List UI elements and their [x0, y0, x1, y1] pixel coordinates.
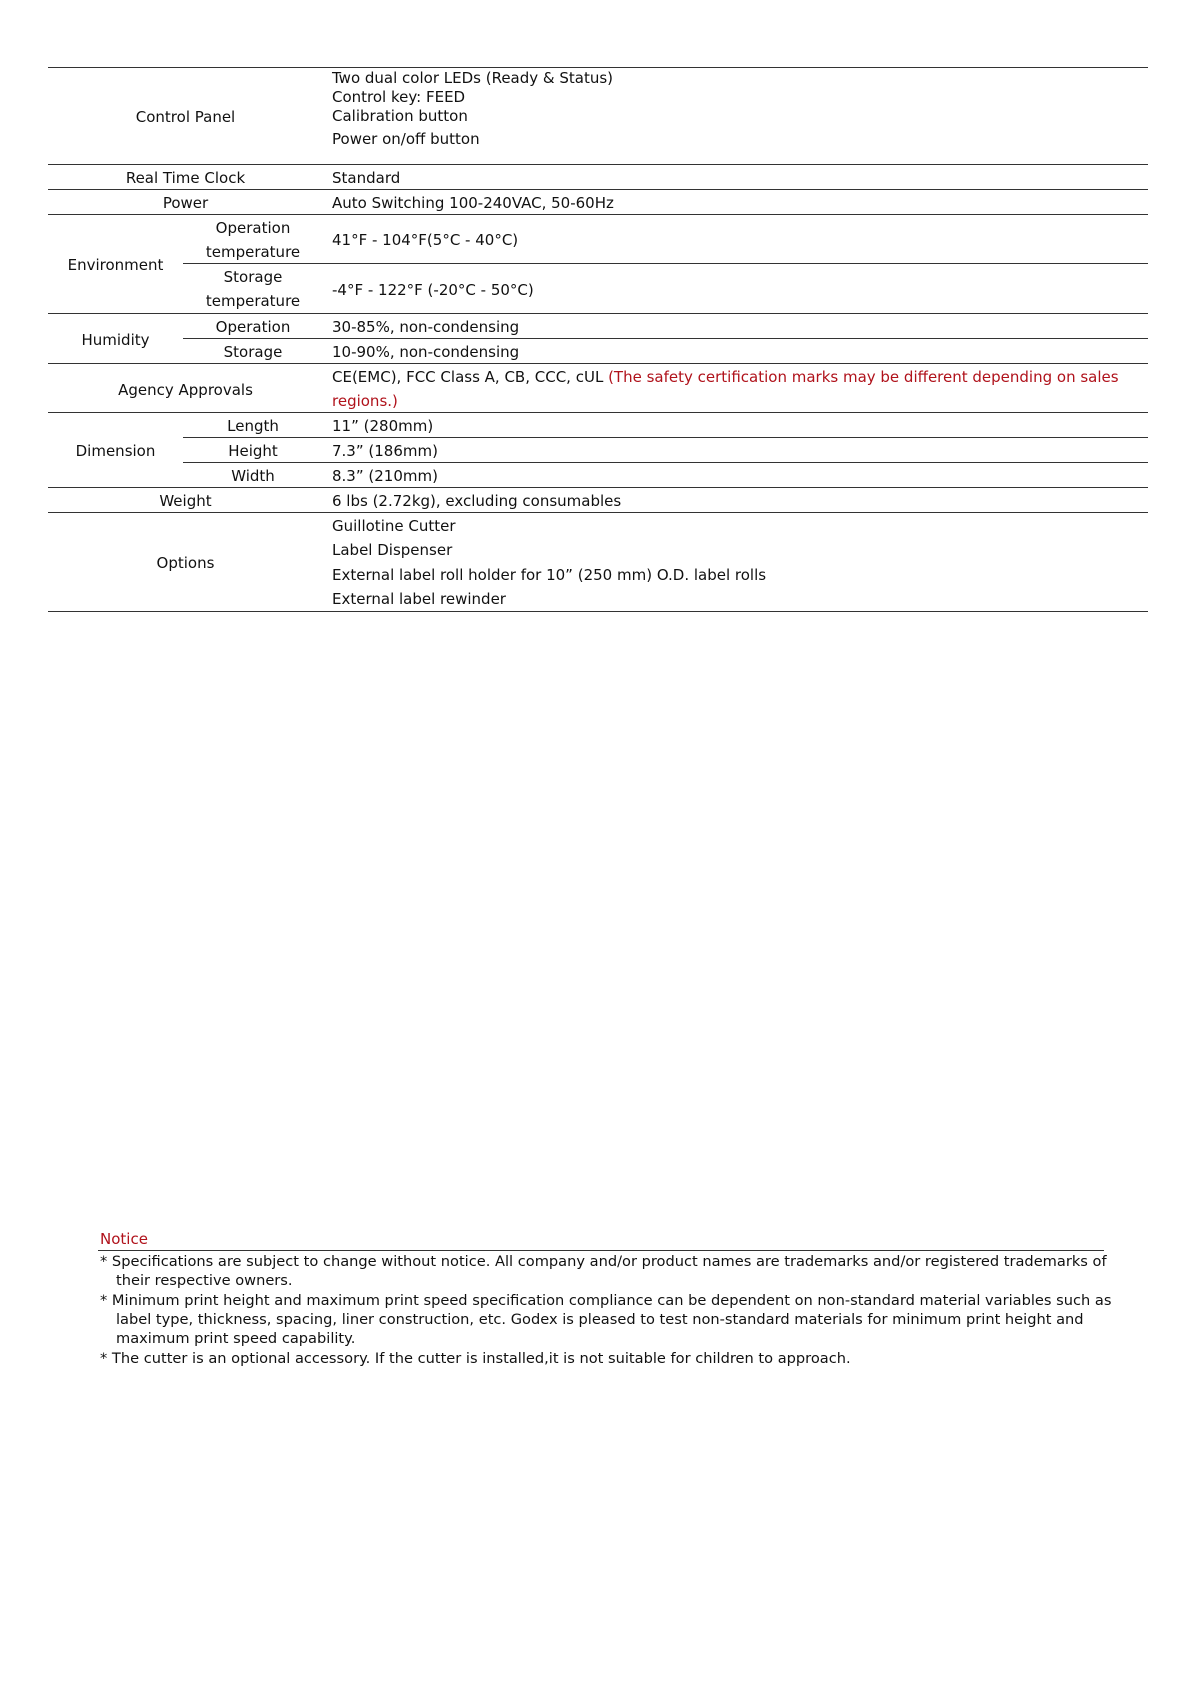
options-value: External label roll holder for 10” (250 mm) O.D. label rolls	[332, 566, 767, 584]
environment-operation-label: temperature	[205, 243, 301, 261]
humidity-storage-value: 10-90%, non-condensing	[332, 343, 520, 361]
table-rule-sub	[183, 338, 1148, 339]
agency-approvals-label: Agency Approvals	[118, 381, 253, 399]
control-panel-value: Power on/off button	[332, 130, 480, 148]
table-rule-sub	[183, 462, 1148, 463]
real-time-clock-label: Real Time Clock	[125, 169, 246, 187]
dimension-length-label: Length	[227, 417, 279, 435]
control-panel-label: Control Panel	[135, 108, 236, 126]
table-rule	[48, 189, 1148, 190]
dimension-label: Dimension	[75, 442, 156, 460]
control-panel-value: Two dual color LEDs (Ready & Status)	[332, 69, 614, 87]
agency-approvals-list: CE(EMC), FCC Class A, CB, CCC, cUL	[332, 368, 604, 386]
environment-label: Environment	[67, 256, 164, 274]
agency-approvals-note: (The safety certification marks may be different depending on sales	[608, 368, 1119, 386]
notice-title: Notice	[100, 1230, 148, 1248]
dimension-width-label: Width	[231, 467, 275, 485]
agency-approvals-value	[332, 367, 1119, 387]
environment-storage-label: Storage	[223, 268, 283, 286]
real-time-clock-value: Standard	[332, 169, 401, 187]
humidity-label: Humidity	[81, 331, 150, 349]
options-value: External label rewinder	[332, 590, 506, 608]
notice-item: * Specifications are subject to change without notice. All company and/or product names are trademarks and/or registered trademarks of their respective owners.	[100, 1253, 1107, 1289]
table-rule	[48, 487, 1148, 488]
environment-storage-value: -4°F - 122°F (-20°C - 50°C)	[332, 281, 534, 299]
table-rule	[48, 313, 1148, 314]
options-value: Label Dispenser	[332, 541, 453, 559]
control-panel-value: Control key: FEED	[332, 88, 466, 106]
table-rule	[48, 164, 1148, 165]
weight-label: Weight	[159, 492, 212, 510]
notice-item: * The cutter is an optional accessory. If the cutter is installed,it is not suitable for children to approach.	[100, 1350, 851, 1367]
notice-rule	[98, 1250, 1104, 1251]
power-label: Power	[162, 194, 209, 212]
environment-storage-label: temperature	[205, 292, 301, 310]
power-value: Auto Switching 100-240VAC, 50-60Hz	[332, 194, 614, 212]
dimension-length-value: 11” (280mm)	[332, 417, 434, 435]
options-value: Guillotine Cutter	[332, 517, 456, 535]
weight-value: 6 lbs (2.72kg), excluding consumables	[332, 492, 622, 510]
table-rule	[48, 512, 1148, 513]
humidity-storage-label: Storage	[223, 343, 283, 361]
dimension-width-value: 8.3” (210mm)	[332, 467, 438, 485]
table-rule	[48, 363, 1148, 364]
notice-item: * Minimum print height and maximum print speed specification compliance can be dependent on non-standard material variables such as label type, thickness, spacing, liner construction, etc. Godex is pleased to test non-standard materials for minimum print height and maximum print speed capability.	[100, 1292, 1112, 1347]
dimension-height-value: 7.3” (186mm)	[332, 442, 438, 460]
agency-approvals-note: regions.)	[332, 392, 398, 410]
dimension-height-label: Height	[228, 442, 278, 460]
environment-operation-value: 41°F - 104°F(5°C - 40°C)	[332, 231, 519, 249]
control-panel-value: Calibration button	[332, 107, 468, 125]
options-label: Options	[156, 554, 215, 572]
humidity-operation-value: 30-85%, non-condensing	[332, 318, 520, 336]
table-rule	[48, 214, 1148, 215]
table-rule-bottom	[48, 611, 1148, 612]
table-rule-sub	[183, 263, 1148, 264]
humidity-operation-label: Operation	[215, 318, 291, 336]
table-rule	[48, 412, 1148, 413]
environment-operation-label: Operation	[215, 219, 291, 237]
table-rule-sub	[183, 437, 1148, 438]
